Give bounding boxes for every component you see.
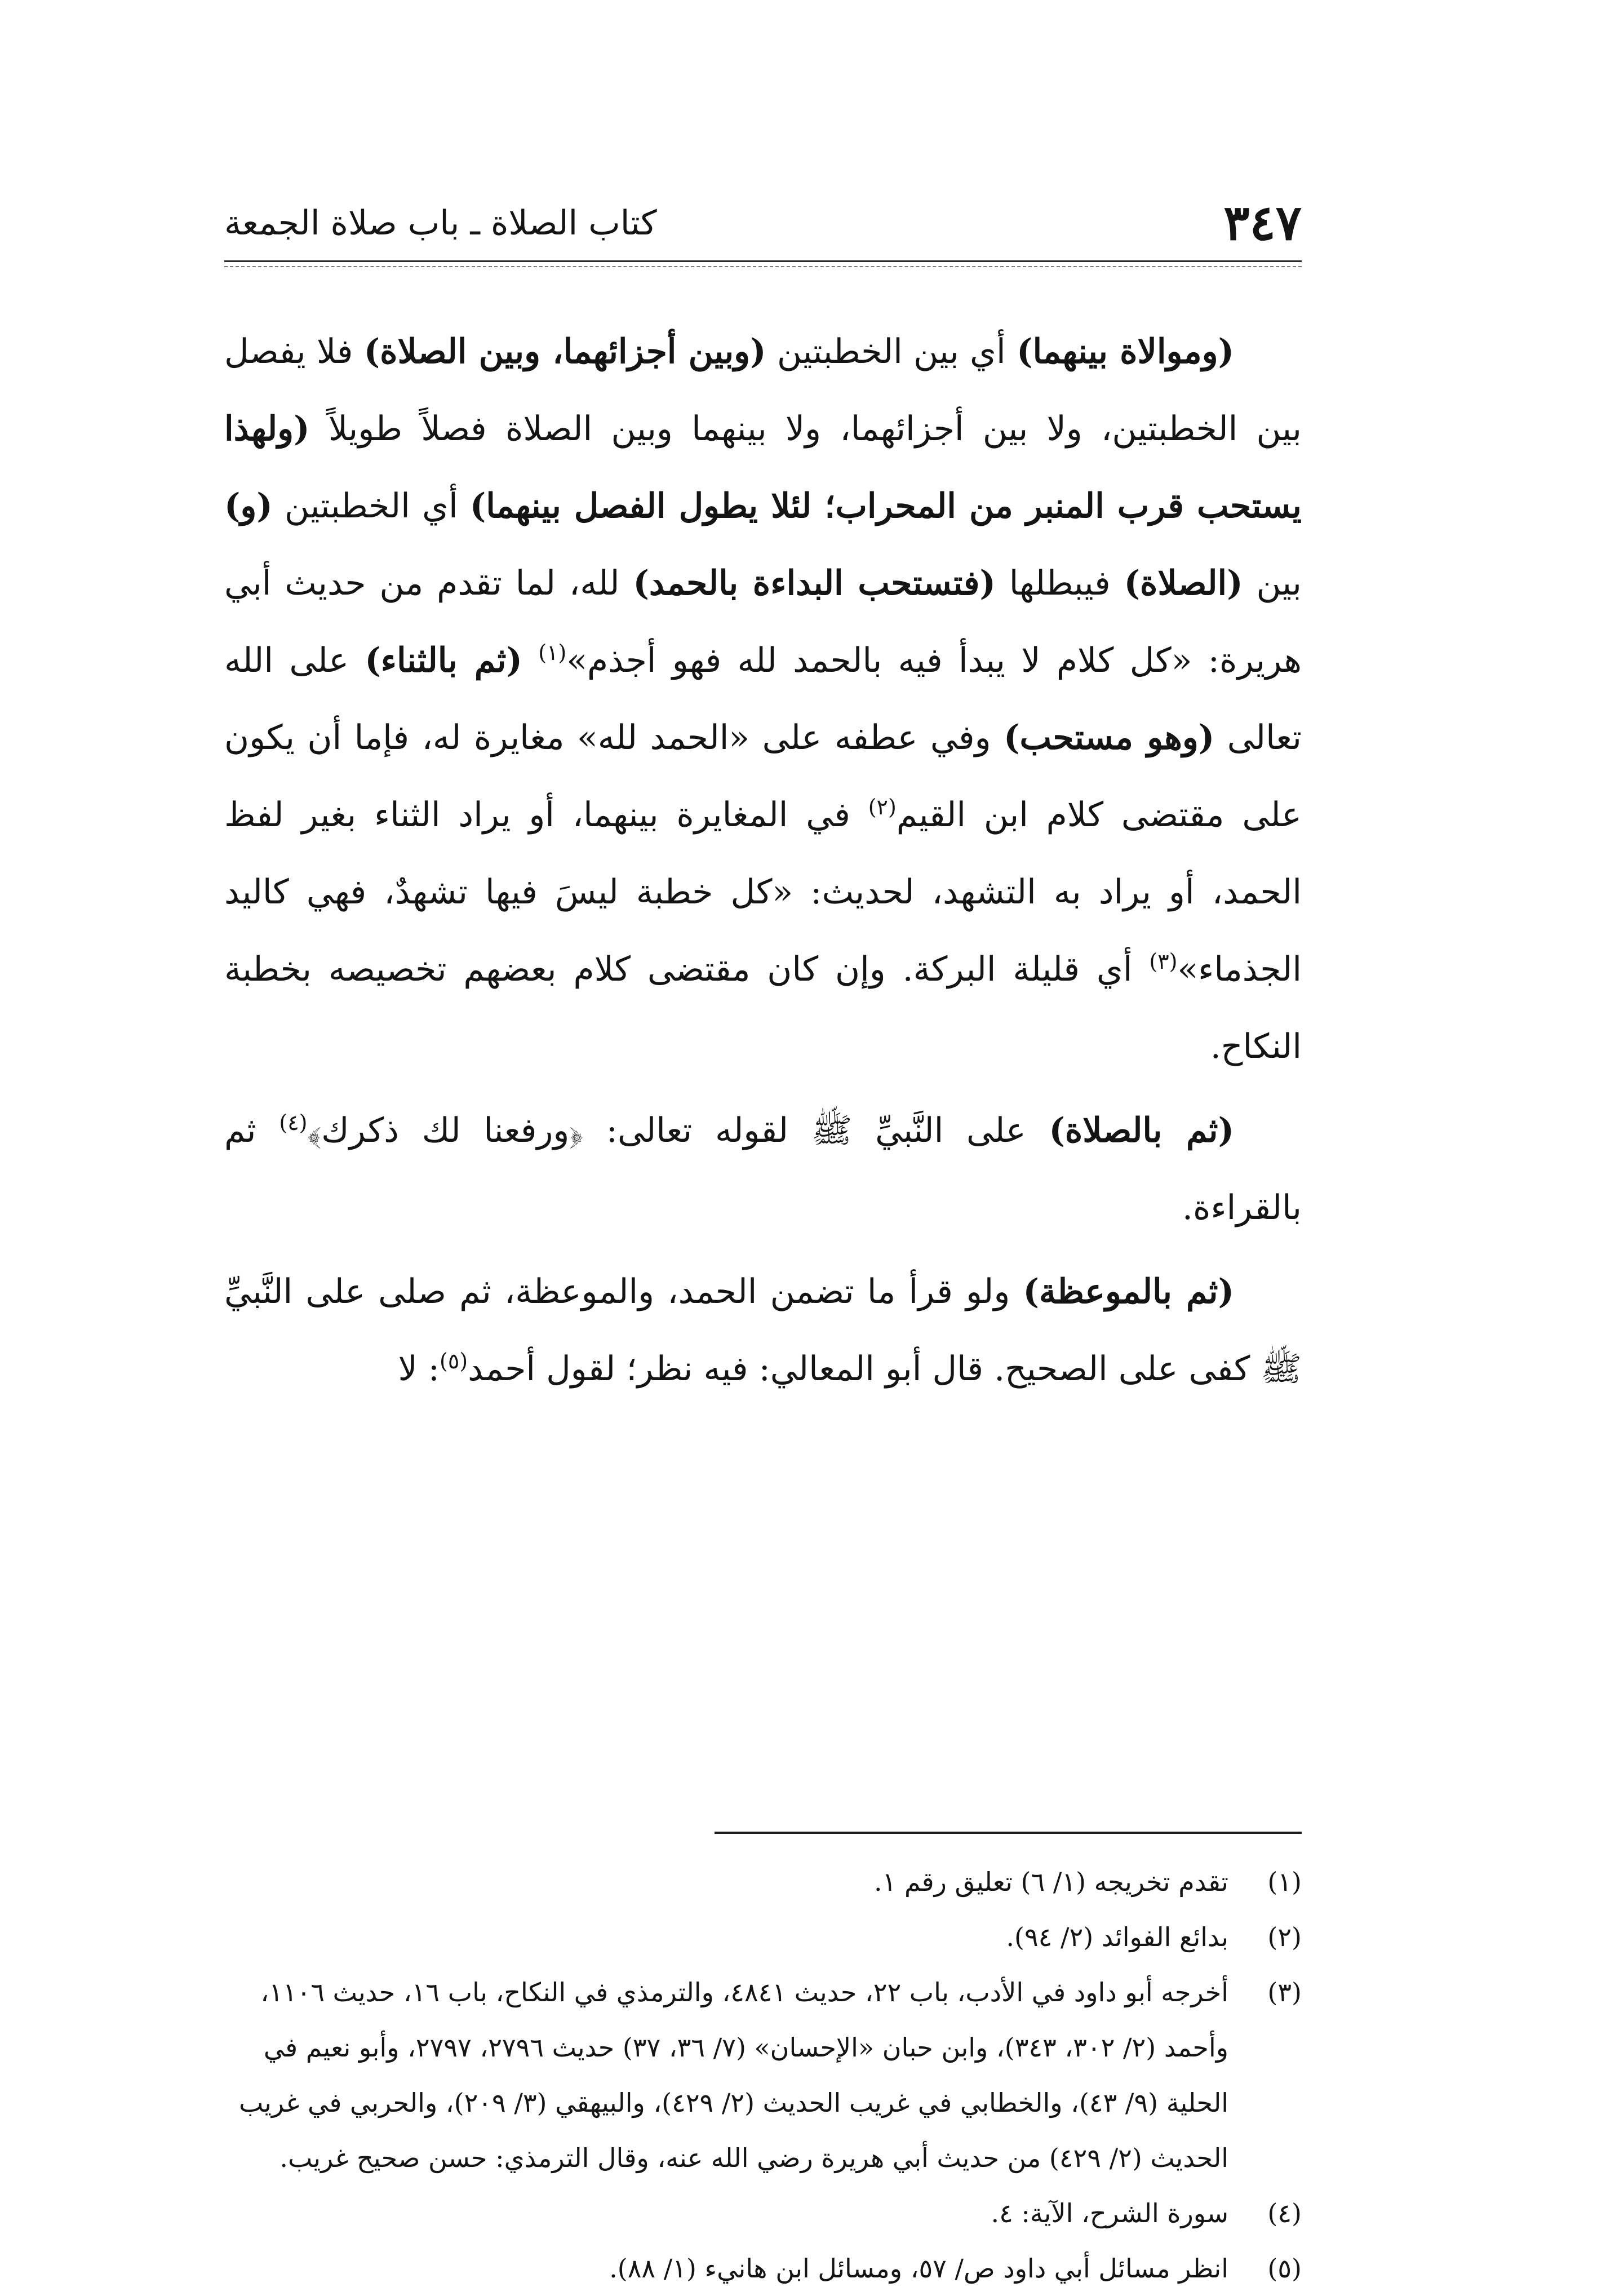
footnote-text: أخرجه أبو داود في الأدب، باب ٢٢، حديث ٤٨٤١، والترمذي في النكاح، باب ١٦، حديث ١١٠٦، وأحمد (٢/ ٣٠٢، ٣٤٣)، وابن حبان «الإحسان» (٧/ ٣٦، ٣٧) حديث ٢٧٩٦، ٢٧٩٧، وأبو نعيم في الحلية (٩/ ٤٣)، والخطابي في غريب الحديث (٢/ ٤٢٩)، والبيهقي (٣/ ٢٠٩)، والحربي في غريب الحديث (٢/ ٤٢٩) من حديث أبي هريرة رضي الله عنه، وقال الترمذي: حسن صحيح غريب. — [238, 1977, 1228, 2173]
text-run: ثم بالقراءة. — [224, 1111, 1302, 1227]
text-run: أي الخطبتين — [272, 486, 470, 526]
text-run: فلا يفصل بين الخطبتين، ولا بين أجزائهما، ولا بينهما وبين الصلاة فصلاً طويلاً — [224, 332, 1302, 449]
text-run: في المغايرة بينهما، أو يراد الثناء بغير لفظ الحمد، أو يراد به التشهد، لحديث: «كل خطبة ليسَ فيها تشهدٌ، فهي كاليد الجذماء» — [224, 795, 1302, 989]
bold-phrase: (ثم بالثناء) — [365, 641, 522, 680]
footnote-text: انظر مسائل أبي داود ص/ ٥٧، ومسائل ابن هانيء (١/ ٨٨). — [609, 2253, 1228, 2284]
bold-phrase: (وهو مستحب) — [1004, 718, 1215, 757]
footnote-ref: (٤) — [279, 1110, 308, 1135]
text-run: بين — [1243, 564, 1302, 603]
bold-phrase: (ثم بالموعظة) — [1023, 1272, 1234, 1311]
text-run: على النَّبيِّ ﷺ لقوله تعالى: ﴿ورفعنا لك ذكرك﴾ — [307, 1111, 1049, 1150]
text-run: لله، لما تقدم من حديث أبي هريرة: «كل كلام لا يبدأ فيه بالحمد لله فهو أجذم» — [224, 564, 1302, 680]
text-run: على الله تعالى — [224, 641, 1302, 757]
page-number: ٣٤٧ — [1223, 194, 1302, 251]
footnote — [224, 1909, 1302, 1965]
text-run: أي بين الخطبتين — [766, 332, 1017, 371]
footnote-number: (٥) — [1267, 2253, 1302, 2284]
running-head — [224, 189, 1302, 257]
paragraph — [224, 1092, 1302, 1247]
footnote-number: (٣) — [1267, 1977, 1302, 2007]
footnote — [224, 1965, 1302, 2186]
bold-phrase: (فتستحب البداءة بالحمد) — [633, 564, 996, 603]
paragraph — [224, 313, 1302, 1085]
running-title: كتاب الصلاة ـ باب صلاة الجمعة — [224, 203, 657, 243]
footnote-ref: (١) — [538, 640, 567, 665]
paragraph — [224, 1253, 1302, 1408]
text-run: فيبطلها — [995, 564, 1124, 603]
header-rule — [224, 260, 1302, 262]
footnote-ref: (٣) — [1149, 949, 1178, 974]
text-run — [522, 641, 538, 680]
footnote-separator — [715, 1832, 1302, 1834]
footnote-ref: (٥) — [439, 1349, 468, 1373]
text-run: وفي عطفه على «الحمد لله» مغايرة له، فإما أن يكون على مقتضى كلام ابن القيم — [224, 718, 1302, 835]
main-text — [224, 313, 1302, 1408]
footnote-number: (١) — [1267, 1867, 1302, 1897]
footnote-number: (٢) — [1267, 1922, 1302, 1952]
footnote-ref: (٢) — [868, 795, 897, 819]
footnote — [224, 2186, 1302, 2241]
bold-phrase: (ولهذا يستحب قرب المنبر من المحراب؛ لئلا يطول الفصل بينهما) — [224, 409, 1302, 526]
text-run: : لا — [398, 1349, 440, 1389]
bold-phrase: (و) — [224, 486, 273, 526]
text-run: أي قليلة البركة. وإن كان مقتضى كلام بعضهم تخصيصه بخطبة النكاح. — [224, 950, 1302, 1066]
footnotes — [224, 1854, 1302, 2296]
header-rule-dashed — [224, 266, 1302, 267]
footnote — [224, 1854, 1302, 1909]
footnote-text: سورة الشرح، الآية: ٤. — [991, 2198, 1228, 2228]
text-run: ولو قرأ ما تضمن الحمد، والموعظة، ثم صلى على النَّبيِّ ﷺ كفى على الصحيح. قال أبو المعالي: فيه نظر؛ لقول أحمد — [224, 1272, 1302, 1389]
footnote-number: (٤) — [1267, 2198, 1302, 2228]
bold-phrase: (ثم بالصلاة) — [1049, 1111, 1235, 1150]
bold-phrase: (الصلاة) — [1124, 564, 1243, 603]
bold-phrase: (وبين أجزائهما، وبين الصلاة) — [363, 332, 766, 371]
footnote — [224, 2241, 1302, 2296]
footnote-text: تقدم تخريجه (١/ ٦) تعليق رقم ١. — [874, 1867, 1228, 1897]
bold-phrase: (وموالاة بينهما) — [1017, 332, 1235, 371]
footnote-text: بدائع الفوائد (٢/ ٩٤). — [1006, 1922, 1228, 1952]
